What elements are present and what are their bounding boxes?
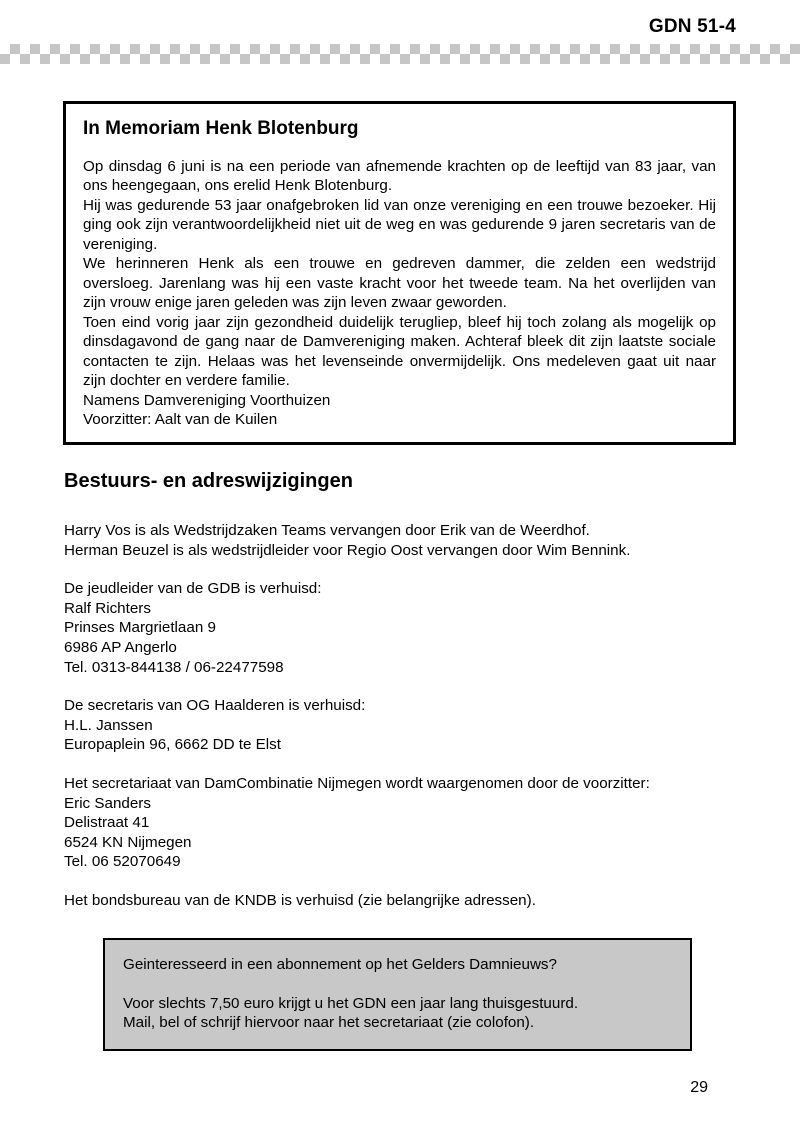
address-change-block: [64, 579, 744, 677]
address-changes-content: [64, 521, 744, 911]
in-memoriam-paragraph: We herinneren Henk als een trouwe en gedreven dammer, die zelden een wedstrijd oversloeg. Jarenlang was hij een vaste kracht voor het tweede team. Na het overlijden van zijn vrouw enige jaren geleden was zijn leven zwaar geworden.: [83, 255, 716, 312]
body-line: Delistraat 41: [64, 814, 150, 832]
body-line: Ralf Richters: [64, 599, 151, 617]
body-line: Harry Vos is als Wedstrijdzaken Teams vervangen door Erik van de Weerdhof.: [64, 522, 590, 539]
body-line: Eric Sanders: [64, 794, 151, 812]
promo-line: Mail, bel of schrijf hiervoor naar het secretariaat (zie colofon).: [123, 1014, 535, 1032]
body-line: De jeudleider van de GDB is verhuisd:: [64, 580, 322, 598]
promo-line: Voor slechts 7,50 euro krijgt u het GDN een jaar lang thuisgestuurd.: [123, 994, 579, 1012]
body-line: H.L. Janssen: [64, 716, 153, 734]
page-header: [0, 0, 800, 72]
address-change-block: [64, 774, 744, 872]
body-line: 6986 AP Angerlo: [64, 638, 177, 656]
address-change-block: [64, 521, 744, 560]
in-memoriam-paragraph: Toen eind vorig jaar zijn gezondheid duidelijk terugliep, bleef hij toch zolang als mogelijk op dinsdagavond de gang naar de Damvereniging maken. Achteraf bleek dit zijn laatste sociale contacten te zijn. Helaas was het levenseinde onvermijdelijk. Ons medeleven gaat uit naar zijn dochter en verdere familie.: [83, 313, 716, 390]
section-heading-address-changes: Bestuurs- en adreswijzigingen: [64, 470, 353, 492]
body-line: 6524 KN Nijmegen: [64, 833, 192, 851]
body-line: Prinses Margrietlaan 9: [64, 619, 216, 637]
body-line: De secretaris van OG Haalderen is verhuisd:: [64, 697, 366, 715]
body-line: Het bondsbureau van de KNDB is verhuisd (zie belangrijke adressen).: [64, 891, 536, 909]
body-line: Herman Beuzel is als wedstrijdleider voor Regio Oost vervangen door Wim Bennink.: [64, 541, 631, 559]
page-number: 29: [690, 1079, 708, 1096]
body-line: Het secretariaat van DamCombinatie Nijmegen wordt waargenomen door de voorzitter:: [64, 774, 650, 792]
in-memoriam-paragraph: Hij was gedurende 53 jaar onafgebroken lid van onze vereniging en een trouwe bezoeker. Hij ging ook zijn verantwoordelijkheid niet uit de weg en was gedurende 9 jaren secretaris van de vereniging.: [83, 196, 716, 253]
checkered-divider: [0, 44, 800, 64]
header-title: GDN 51-4: [648, 16, 736, 37]
promo-question: Geinteresseerd in een abonnement op het Gelders Damnieuws?: [123, 956, 557, 973]
in-memoriam-title: In Memoriam Henk Blotenburg: [83, 118, 359, 139]
subscription-promo-box: [103, 938, 692, 1051]
in-memoriam-signoff-organisation: Namens Damvereniging Voorthuizen: [83, 391, 331, 409]
body-line: Europaplein 96, 6662 DD te Elst: [64, 736, 281, 754]
body-line: Tel. 06 52070649: [64, 853, 181, 871]
in-memoriam-box: [63, 101, 736, 445]
promo-spacer: [123, 975, 672, 994]
in-memoriam-signoff-chairman: Voorzitter: Aalt van de Kuilen: [83, 411, 278, 429]
address-change-block: [64, 891, 744, 911]
address-change-block: [64, 696, 744, 755]
body-line: Tel. 0313-844138 / 06-22477598: [64, 658, 284, 676]
in-memoriam-paragraph: Op dinsdag 6 juni is na een periode van afnemende krachten op de leeftijd van 83 jaar, van ons heengegaan, ons erelid Henk Blotenburg.: [83, 157, 716, 195]
